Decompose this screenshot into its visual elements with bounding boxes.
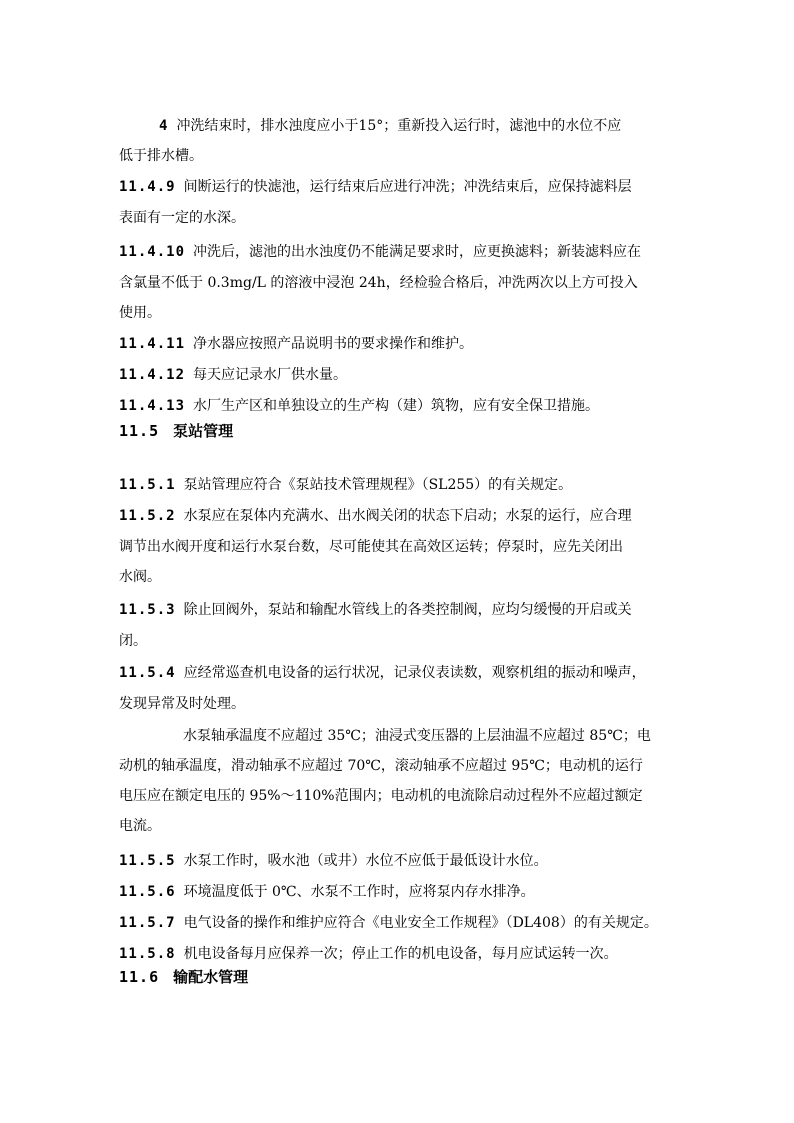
clause-number: 11.5.6 [119, 884, 176, 900]
section-number: 11.5 [119, 422, 160, 440]
clause-text: 调节出水阀开度和运行水泵台数，尽可能使其在高效区运转；停泵时，应先关闭出 [119, 539, 623, 555]
clause-number: 11.5.5 [119, 853, 176, 869]
clause-11-4-10-line-2 [119, 274, 638, 292]
clause-11-5-7 [119, 914, 658, 932]
clause-11-5-3-line-1 [119, 601, 632, 619]
clause-11-5-1 [119, 476, 572, 494]
clause-text: 表面有一定的水深。 [119, 210, 245, 226]
clause-11-5-8 [119, 945, 618, 963]
clause-11-4-9-line-1 [119, 178, 632, 196]
clause-11-4-10-line-3 [119, 304, 161, 322]
section-heading-11-5 [119, 422, 233, 440]
clause-text: 水泵应在泵体内充满水、出水阀关闭的状态下启动；水泵的运行，应合理 [183, 508, 632, 524]
clause-11-5-2-line-1 [119, 507, 632, 525]
clause-11-4-11 [119, 335, 473, 353]
clause-11-5-5 [119, 852, 548, 870]
paragraph-text: 电流。 [119, 818, 161, 834]
clause-11-5-2-line-3 [119, 568, 161, 586]
clause-text: 水阀。 [119, 569, 161, 585]
clause-number: 11.4.10 [119, 244, 186, 260]
clause-text: 泵站管理应符合《泵站技术管理规程》（SL255）的有关规定。 [183, 477, 573, 493]
clause-11-5-3-line-2 [119, 632, 147, 650]
paragraph-text: 水泵轴承温度不应超过 35℃；油浸式变压器的上层油温不应超过 85℃；电 [183, 728, 651, 744]
clause-text: 发现异常及时处理。 [119, 696, 245, 712]
clause-text: 水泵工作时，吸水池（或井）水位不应低于最低设计水位。 [183, 853, 548, 869]
paragraph-text: 动机的轴承温度，滑动轴承不应超过 70℃，滚动轴承不应超过 95℃；电动机的运行 [119, 758, 643, 774]
clause-text: 应经常巡查机电设备的运行状况，记录仪表读数，观察机组的振动和噪声， [183, 665, 646, 681]
clause-number: 11.5.8 [119, 946, 176, 962]
clause-text: 除止回阀外，泵站和输配水管线上的各类控制阀，应均匀缓慢的开启或关 [183, 602, 632, 618]
clause-11-5-4-line-1 [119, 664, 646, 682]
clause-text: 闭。 [119, 633, 147, 649]
clause-number: 11.5.1 [119, 477, 176, 493]
paragraph-text: 电压应在额定电压的 95%～110%范围内；电动机的电流除启动过程外不应超过额定 [119, 788, 643, 804]
clause-number: 11.5.4 [119, 665, 176, 681]
clause-text: 冲洗后，滤池的出水浊度仍不能满足要求时，应更换滤料；新装滤料应在 [193, 244, 642, 260]
clause-text: 机电设备每月应保养一次；停止工作的机电设备，每月应试运转一次。 [183, 946, 618, 962]
paragraph-temperature-line-4 [119, 817, 161, 835]
section-heading-11-6 [119, 968, 248, 986]
clause-11-5-4-line-2 [119, 695, 245, 713]
clause-text: 使用。 [119, 305, 161, 321]
clause-11-4-12 [119, 366, 347, 384]
clause-number: 11.4.11 [119, 336, 186, 352]
clause-11-5-6 [119, 883, 535, 901]
clause-text: 净水器应按照产品说明书的要求操作和维护。 [193, 336, 474, 352]
clause-4-line-2 [119, 147, 203, 165]
section-title: 输配水管理 [173, 968, 249, 986]
clause-11-4-13 [119, 397, 599, 415]
section-number: 11.6 [119, 968, 160, 986]
clause-number: 11.4.13 [119, 398, 186, 414]
clause-text: 冲洗结束时，排水浊度应小于15°；重新投入运行时，滤池中的水位不应 [176, 118, 622, 134]
paragraph-temperature-line-2 [119, 757, 643, 775]
clause-11-5-2-line-2 [119, 538, 623, 556]
clause-text: 环境温度低于 0℃、水泵不工作时，应将泵内存水排净。 [183, 884, 535, 900]
section-title: 泵站管理 [173, 422, 234, 440]
clause-text: 水厂生产区和单独设立的生产构（建）筑物，应有安全保卫措施。 [193, 398, 600, 414]
clause-number: 11.4.9 [119, 179, 176, 195]
clause-number: 11.4.12 [119, 367, 186, 383]
clause-number: 11.5.2 [119, 508, 176, 524]
clause-text: 每天应记录水厂供水量。 [193, 367, 348, 383]
clause-text: 低于排水槽。 [119, 148, 203, 164]
clause-11-4-10-line-1 [119, 243, 641, 261]
paragraph-temperature-line-3 [119, 787, 643, 805]
clause-number: 11.5.7 [119, 915, 176, 931]
clause-text: 含氯量不低于 0.3mg/L 的溶液中浸泡 24h，经检验合格后，冲洗两次以上方可投入 [119, 275, 638, 291]
paragraph-temperature-line-1 [183, 727, 651, 745]
clause-4-line-1 [159, 117, 621, 135]
clause-number: 4 [159, 118, 169, 134]
clause-11-4-9-line-2 [119, 209, 245, 227]
clause-number: 11.5.3 [119, 602, 176, 618]
clause-text: 间断运行的快滤池，运行结束后应进行冲洗；冲洗结束后，应保持滤料层 [183, 179, 632, 195]
clause-text: 电气设备的操作和维护应符合《电业安全工作规程》（DL408）的有关规定。 [183, 915, 658, 931]
